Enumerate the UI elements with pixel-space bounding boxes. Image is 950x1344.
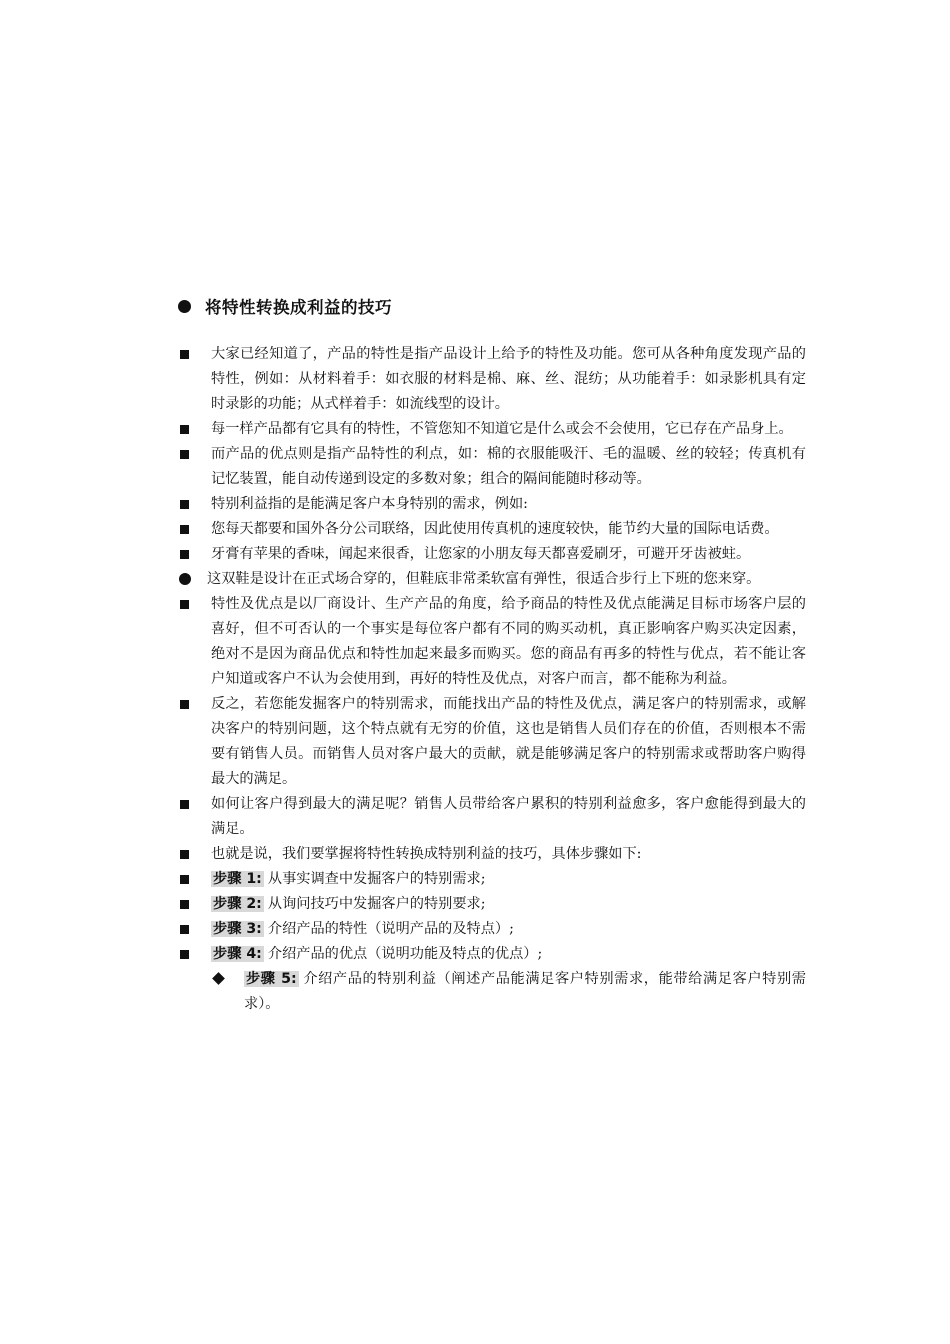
step-label: 步骤 3: bbox=[213, 921, 262, 937]
item-body: 这双鞋是设计在正式场合穿的，但鞋底非常柔软富有弹性，很适合步行上下班的您来穿。 bbox=[207, 571, 761, 587]
item-body: 牙膏有苹果的香味，闻起来很香，让您家的小朋友每天都喜爱刷牙，可避开牙齿被蛀。 bbox=[211, 546, 751, 562]
list-item bbox=[178, 917, 806, 942]
list-item bbox=[178, 417, 806, 442]
list-item bbox=[178, 792, 806, 842]
bullet-square-icon bbox=[178, 842, 211, 867]
item-body: 每一样产品都有它具有的特性，不管您知不知道它是什么或会不会使用，它已存在产品身上。 bbox=[211, 421, 793, 437]
bullet-square-icon bbox=[178, 492, 211, 517]
bullet-square-icon bbox=[178, 942, 211, 967]
list-item bbox=[178, 442, 806, 492]
item-body: 反之，若您能发掘客户的特别需求，而能找出产品的特性及优点，满足客户的特别需求，或解决客户的特别问题，这个特点就有无穷的价值，这也是销售人员们存在的价值，否则根本不需要有销售人员。而销售人员对客户最大的贡献，就是能够满足客户的特别需求或帮助客户购得最大的满足。 bbox=[211, 696, 806, 787]
list-item-text bbox=[211, 517, 806, 542]
item-body: 您每天都要和国外各分公司联络，因此使用传真机的速度较快，能节约大量的国际电话费。 bbox=[211, 521, 779, 537]
list-item-text bbox=[211, 492, 806, 517]
list-item-text bbox=[211, 542, 806, 567]
bullet-square-icon bbox=[178, 917, 211, 942]
bullet-square-icon bbox=[178, 692, 211, 717]
bullet-square-icon bbox=[178, 867, 211, 892]
section-heading bbox=[178, 294, 392, 318]
list-item bbox=[178, 592, 806, 692]
list-item-text bbox=[211, 942, 806, 967]
list-item bbox=[178, 542, 806, 567]
step-label: 步骤 4: bbox=[213, 946, 262, 962]
list-item-text bbox=[211, 892, 806, 917]
item-body: 从事实调查中发掘客户的特别需求; bbox=[267, 871, 486, 887]
item-body: 大家已经知道了，产品的特性是指产品设计上给予的特性及功能。您可从各种角度发现产品的特性，例如：从材料着手：如衣服的材料是棉、麻、丝、混纺；从功能着手：如录影机具有定时录影的功能；从式样着手：如流线型的设计。 bbox=[211, 346, 806, 412]
section-heading-text: 将特性转换成利益的技巧 bbox=[205, 298, 392, 317]
item-body: 特别利益指的是能满足客户本身特别的需求，例如: bbox=[211, 496, 528, 512]
bullet-square-icon bbox=[178, 342, 211, 367]
bullet-square-icon bbox=[178, 592, 211, 617]
list-item bbox=[178, 342, 806, 417]
item-body: 介绍产品的优点（说明功能及特点的优点）; bbox=[267, 946, 543, 962]
bullet-square-icon bbox=[178, 417, 211, 442]
list-item bbox=[178, 942, 806, 967]
list-item-text bbox=[244, 967, 806, 1017]
list-item bbox=[178, 567, 806, 592]
list-item-text bbox=[211, 692, 806, 792]
list-item-text bbox=[207, 567, 806, 592]
bullet-circle-icon bbox=[178, 300, 191, 313]
list-item bbox=[178, 867, 806, 892]
list-item-text bbox=[211, 442, 806, 492]
list-item bbox=[178, 492, 806, 517]
bullet-circle-icon bbox=[178, 567, 207, 592]
list-item bbox=[178, 692, 806, 792]
list-item-text bbox=[211, 842, 806, 867]
list-item-text bbox=[211, 417, 806, 442]
bullet-square-icon bbox=[178, 792, 211, 817]
list-item-text bbox=[211, 592, 806, 692]
bullet-square-icon bbox=[178, 892, 211, 917]
step-label: 步骤 5: bbox=[246, 971, 297, 987]
item-body: 介绍产品的特性（说明产品的及特点）; bbox=[267, 921, 514, 937]
list-item-text bbox=[211, 867, 806, 892]
item-body: 特性及优点是以厂商设计、生产产品的角度，给予商品的特性及优点能满足目标市场客户层的喜好，但不可否认的一个事实是每位客户都有不同的购买动机，真正影响客户购买决定因素，绝对不是因为商品优点和特性加起来最多而购买。您的商品有再多的特性与优点，若不能让客户知道或客户不认为会使用到，再好的特性及优点，对客户而言，都不能称为利益。 bbox=[211, 596, 806, 687]
list-item bbox=[178, 517, 806, 542]
item-body: 也就是说，我们要掌握将特性转换成特别利益的技巧，具体步骤如下: bbox=[211, 846, 642, 862]
bullet-square-icon bbox=[178, 442, 211, 467]
bullet-diamond-icon bbox=[211, 967, 244, 992]
step-label: 步骤 2: bbox=[213, 896, 262, 912]
item-body: 如何让客户得到最大的满足呢？销售人员带给客户累积的特别利益愈多，客户愈能得到最大的满足。 bbox=[211, 796, 806, 837]
bullet-list bbox=[178, 342, 806, 1017]
bullet-square-icon bbox=[178, 542, 211, 567]
step-label: 步骤 1: bbox=[213, 871, 262, 887]
list-item-text bbox=[211, 917, 806, 942]
list-item-text bbox=[211, 342, 806, 417]
item-body: 从询问技巧中发掘客户的特别要求; bbox=[267, 896, 486, 912]
list-item bbox=[178, 967, 806, 1017]
item-body: 介绍产品的特别利益（阐述产品能满足客户特别需求，能带给满足客户特别需求）。 bbox=[244, 971, 806, 1012]
list-item bbox=[178, 842, 806, 867]
list-item bbox=[178, 892, 806, 917]
list-item-text bbox=[211, 792, 806, 842]
item-body: 而产品的优点则是指产品特性的利点，如：棉的衣服能吸汗、毛的温暖、丝的较轻；传真机有记忆装置，能自动传递到设定的多数对象；组合的隔间能随时移动等。 bbox=[211, 446, 806, 487]
bullet-square-icon bbox=[178, 517, 211, 542]
